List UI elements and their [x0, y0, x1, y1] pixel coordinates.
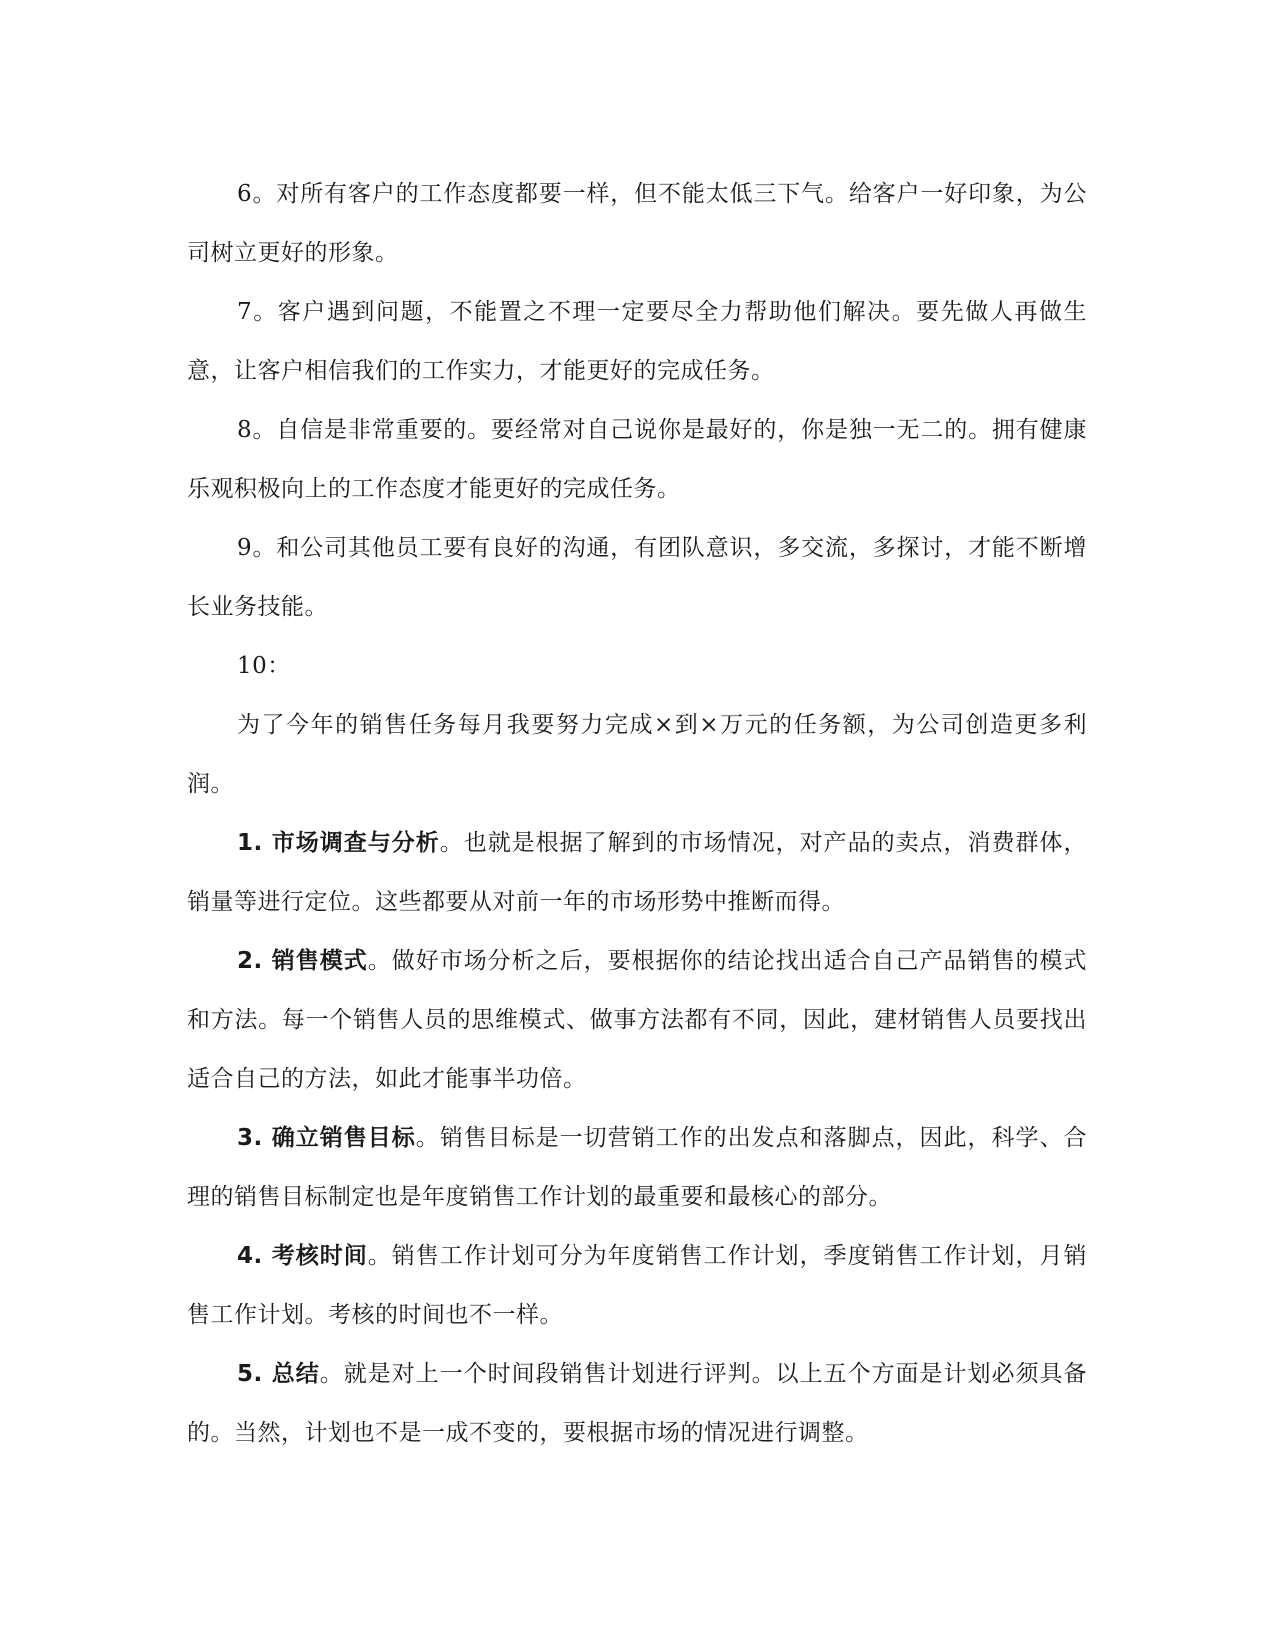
paragraph-market-research	[187, 814, 1087, 932]
paragraph-text: 10：	[237, 653, 291, 679]
paragraph-text: 为了今年的销售任务每月我要努力完成×到×万元的任务额，为公司创造更多利润。	[187, 712, 1087, 797]
paragraph-text: 。做好市场分析之后，要根据你的结论找出适合自己产品销售的模式和方法。每一个销售人员的思维模式、做事方法都有不同，因此，建材销售人员要找出适合自己的方法，如此才能事半功倍。	[187, 948, 1088, 1092]
paragraph-lead: 1. 市场调查与分析	[237, 830, 440, 856]
paragraph-lead: 4. 考核时间	[237, 1243, 368, 1269]
paragraph-lead: 3. 确立销售目标	[237, 1125, 416, 1151]
paragraph-text: 7。客户遇到问题，不能置之不理一定要尽全力帮助他们解决。要先做人再做生意，让客户相信我们的工作实力，才能更好的完成任务。	[187, 299, 1087, 384]
paragraph-7	[187, 283, 1087, 401]
paragraph-8	[187, 401, 1087, 519]
paragraph-sales-target	[187, 1109, 1087, 1227]
paragraph-sales-goal	[187, 696, 1087, 814]
paragraph-lead: 5. 总结	[237, 1361, 320, 1387]
paragraph-sales-model	[187, 932, 1087, 1109]
paragraph-text: 。销售工作计划可分为年度销售工作计划，季度销售工作计划，月销售工作计划。考核的时间也不一样。	[187, 1243, 1088, 1328]
paragraph-text: 。也就是根据了解到的市场情况，对产品的卖点，消费群体，销量等进行定位。这些都要从对前一年的市场形势中推断而得。	[187, 830, 1088, 915]
paragraph-summary	[187, 1345, 1087, 1463]
paragraph-9	[187, 519, 1087, 637]
document-body	[187, 165, 1087, 1463]
paragraph-text: 9。和公司其他员工要有良好的沟通，有团队意识，多交流，多探讨，才能不断增长业务技能。	[187, 535, 1087, 620]
paragraph-text: 。销售目标是一切营销工作的出发点和落脚点，因此，科学、合理的销售目标制定也是年度销售工作计划的最重要和最核心的部分。	[187, 1125, 1088, 1210]
paragraph-text: 。就是对上一个时间段销售计划进行评判。以上五个方面是计划必须具备的。当然，计划也不是一成不变的，要根据市场的情况进行调整。	[187, 1361, 1088, 1446]
paragraph-10-heading	[187, 637, 1087, 696]
paragraph-text: 6。对所有客户的工作态度都要一样，但不能太低三下气。给客户一好印象，为公司树立更好的形象。	[187, 181, 1087, 266]
paragraph-6	[187, 165, 1087, 283]
paragraph-text: 8。自信是非常重要的。要经常对自己说你是最好的，你是独一无二的。拥有健康乐观积极向上的工作态度才能更好的完成任务。	[187, 417, 1087, 502]
paragraph-assessment-time	[187, 1227, 1087, 1345]
paragraph-lead: 2. 销售模式	[237, 948, 368, 974]
